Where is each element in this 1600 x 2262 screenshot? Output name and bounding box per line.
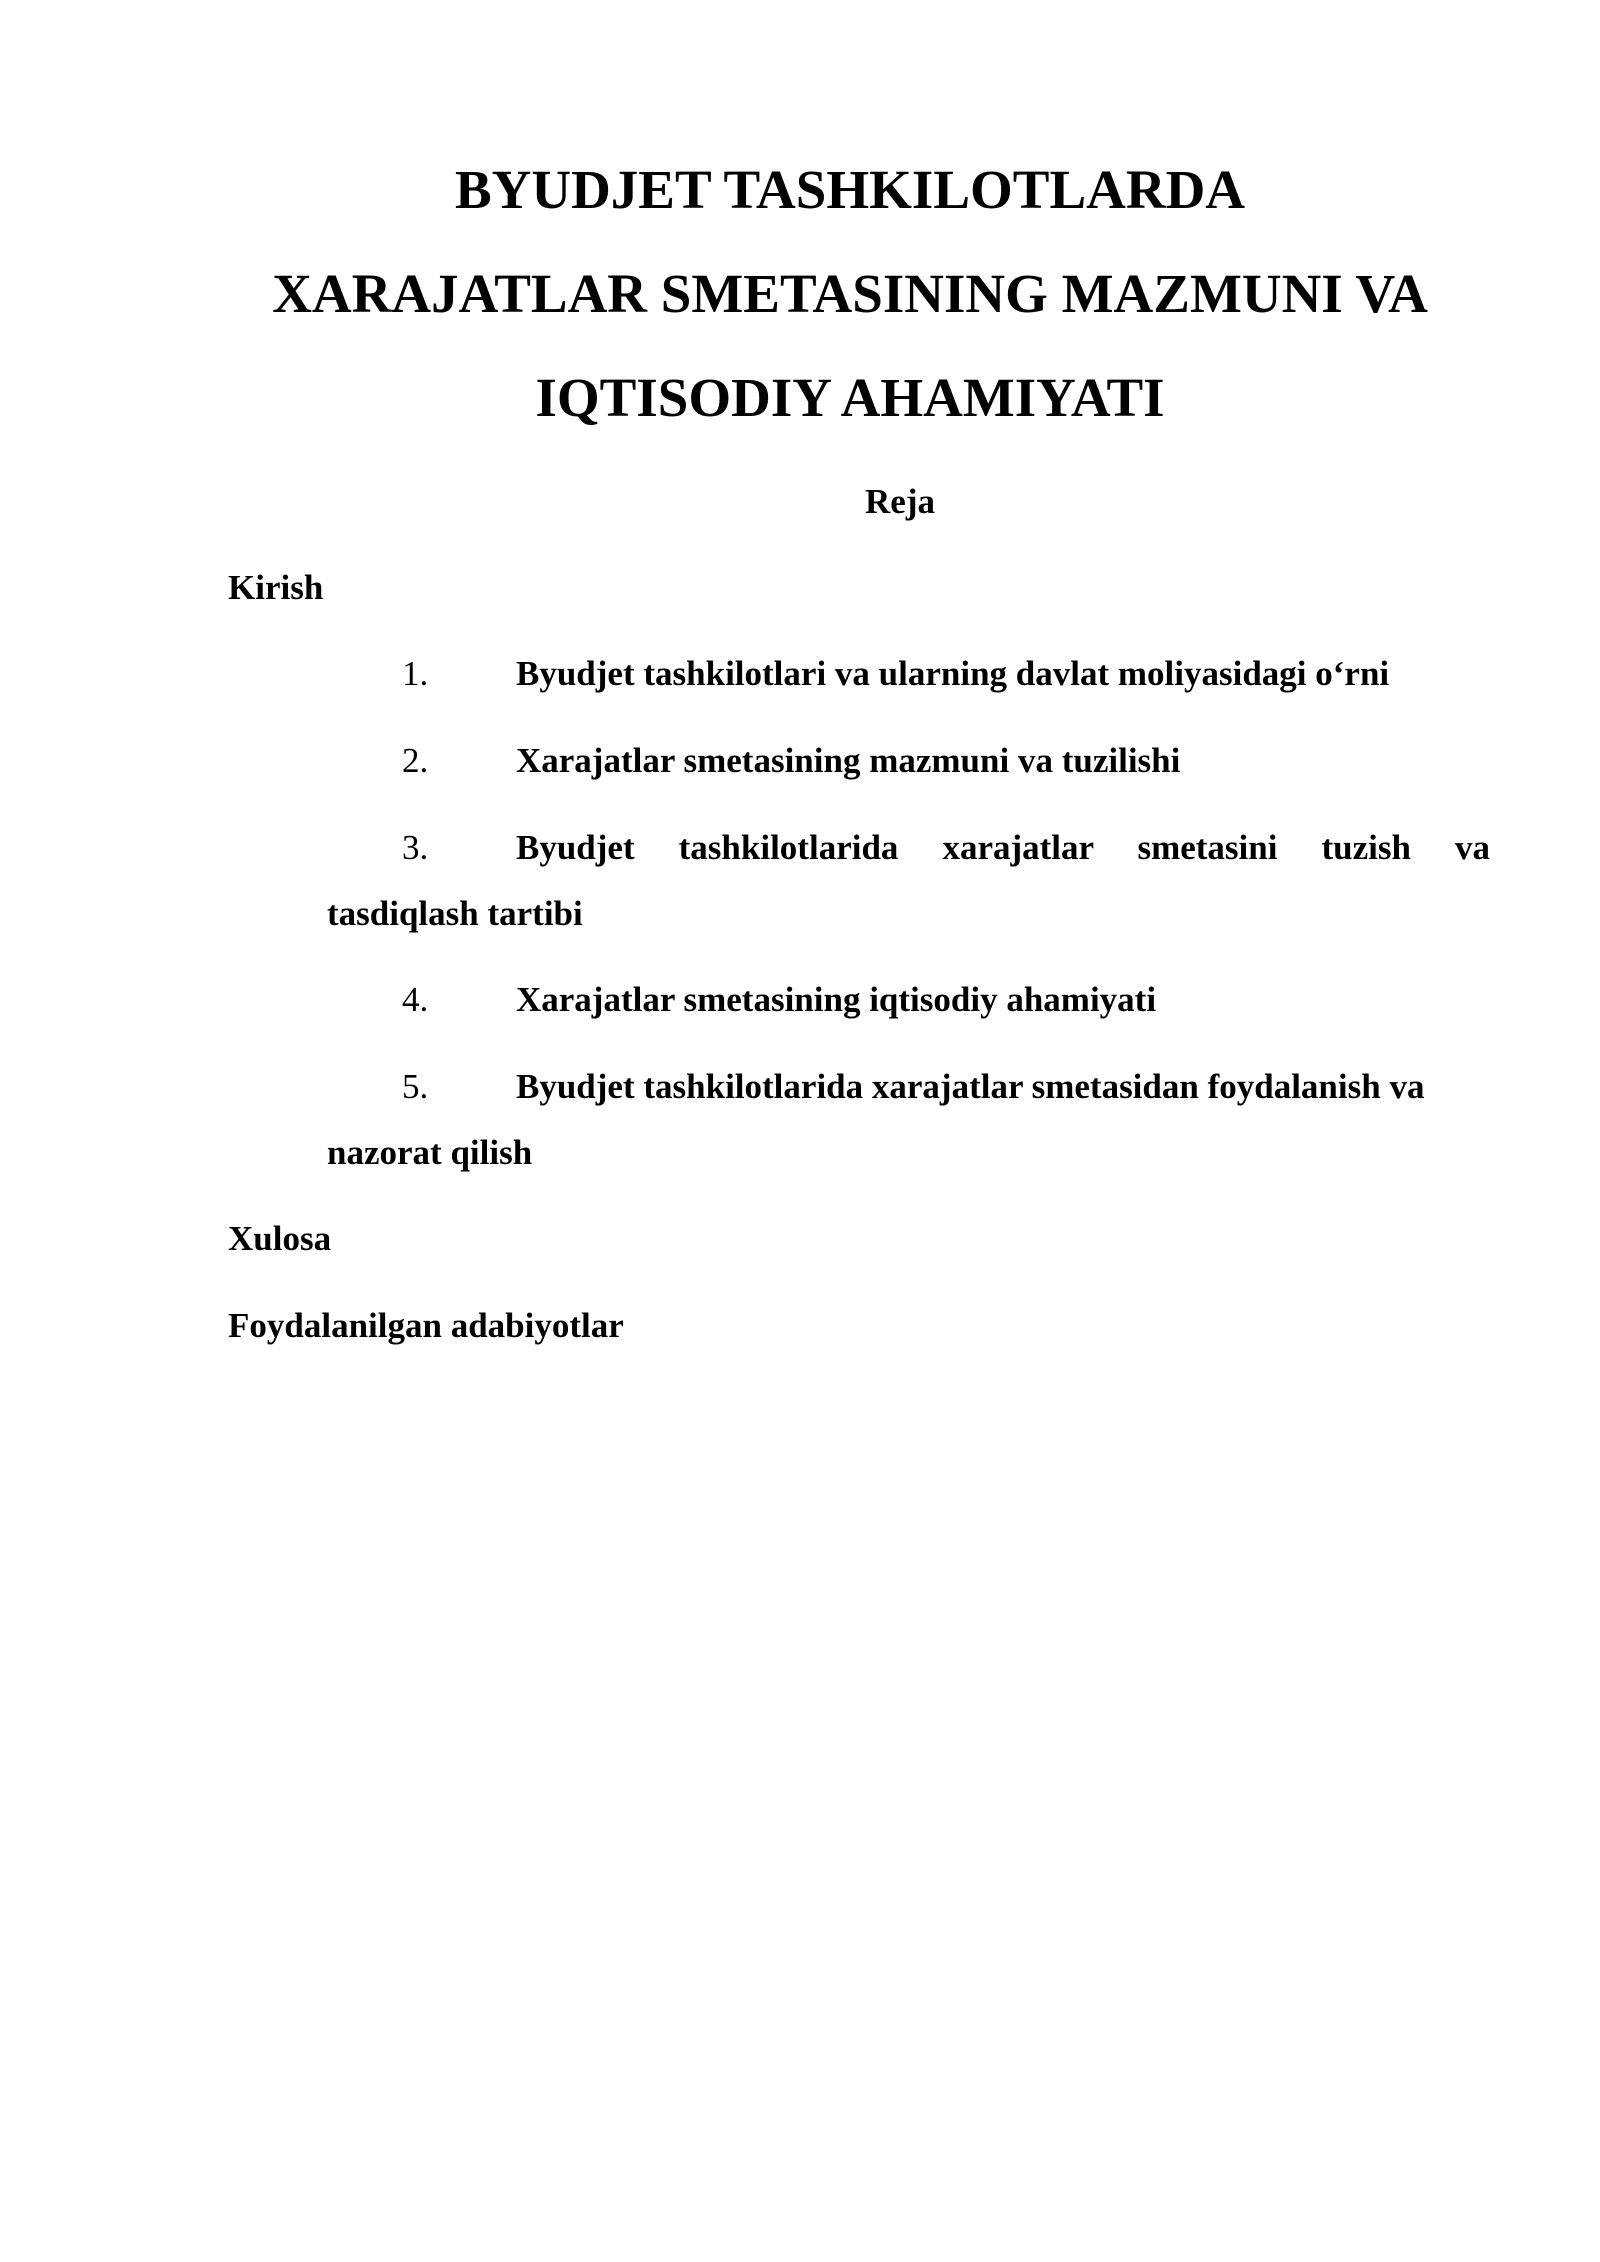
plan-heading: Reja [865,482,935,521]
intro-heading: Kirish [228,568,324,607]
list-item-continuation: nazorat qilish [327,1133,533,1172]
list-item-number: 1. [402,654,429,693]
title-line-3: IQTISODIY AHAMIYATI [535,367,1165,428]
title-line-1: BYUDJET TASHKILOTLARDA [454,159,1246,220]
list-item-number: 5. [402,1067,429,1106]
list-item-number: 3. [402,828,429,867]
title-line-2: XARAJATLAR SMETASINING MAZMUNI VA [272,263,1428,324]
list-item-text: Xarajatlar smetasining iqtisodiy ahamiyati [516,980,1157,1019]
references-heading: Foydalanilgan adabiyotlar [228,1306,624,1345]
list-item-text: Xarajatlar smetasining mazmuni va tuzilishi [516,741,1181,780]
document-title [200,138,1500,450]
list-item-continuation: tasdiqlash tartibi [327,894,583,933]
list-item-number: 4. [402,980,429,1019]
list-item-text: Byudjet tashkilotlarida xarajatlar smetasidan foydalanish va [516,1067,1425,1106]
conclusion-heading: Xulosa [228,1219,332,1258]
list-item-text: Byudjet tashkilotlari va ularning davlat moliyasidagi o‘rni [516,654,1390,693]
list-item-number: 2. [402,741,429,780]
list-item-text: Byudjet tashkilotlarida xarajatlar smetasini tuzish va [516,828,1490,867]
